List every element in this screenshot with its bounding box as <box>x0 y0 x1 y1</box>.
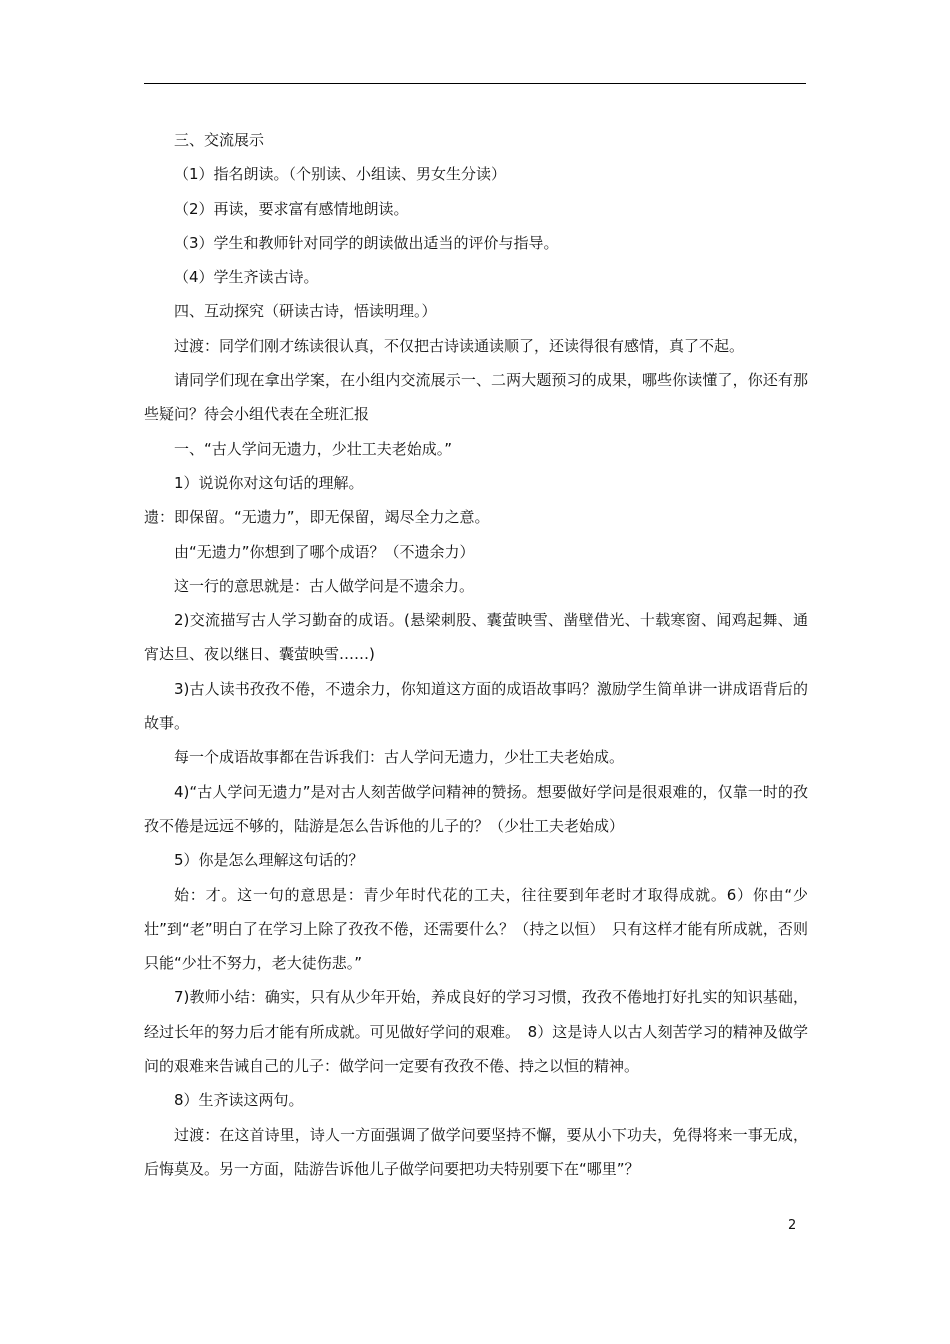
paragraph: 一、“古人学问无遗力，少壮工夫老始成。” <box>174 439 453 458</box>
paragraph: 2)交流描写古人学习勤奋的成语。(悬梁刺股、囊萤映雪、凿壁借光、十载寒窗、闻鸡起舞、通宵达旦、夜以继日、囊萤映雪……) <box>144 611 808 664</box>
paragraph: 过渡：在这首诗里，诗人一方面强调了做学问要坚持不懈，要从小下功夫，免得将来一事无成，后悔莫及。另一方面，陆游告诉他儿子做学问要把功夫特别要下在“哪里”？ <box>144 1125 808 1178</box>
paragraph: 每一个成语故事都在告诉我们：古人学问无遗力，少壮工夫老始成。 <box>174 748 625 767</box>
paragraph: 过渡：同学们刚才练读很认真，不仅把古诗读通读顺了，还读得很有感情，真了不起。 <box>174 336 745 355</box>
paragraph: 三、交流展示 <box>174 131 265 149</box>
paragraph: （3）学生和教师针对同学的朗读做出适当的评价与指导。 <box>174 233 559 252</box>
paragraph: 这一行的意思就是：古人做学问是不遗余力。 <box>174 576 475 595</box>
paragraph: 1）说说你对这句话的理解。 <box>174 473 364 492</box>
paragraph: 7)教师小结：确实，只有从少年开始，养成良好的学习习惯，孜孜不倦地打好扎实的知识基础，经过长年的努力后才能有所成就。可见做好学问的艰难。 8）这是诗人以古人刻苦学习的精神及做学问的艰难来告诫自己的儿子：做学问一定要有孜孜不倦、持之以恒的精神。 <box>144 988 808 1076</box>
paragraph: （2）再读，要求富有感情地朗读。 <box>174 199 409 218</box>
document-body <box>144 123 808 1186</box>
page-number: 2 <box>788 1218 797 1233</box>
paragraph: 5）你是怎么理解这句话的？ <box>174 851 364 870</box>
paragraph: 8）生齐读这两句。 <box>174 1091 304 1110</box>
paragraph: 由“无遗力”你想到了哪个成语？（不遗余力） <box>174 542 475 561</box>
paragraph: 遗：即保留。“无遗力”，即无保留，竭尽全力之意。 <box>144 508 490 527</box>
paragraph: 请同学们现在拿出学案，在小组内交流展示一、二两大题预习的成果，哪些你读懂了，你还有那些疑问？待会小组代表在全班汇报 <box>144 371 808 424</box>
header-rule <box>144 83 806 84</box>
paragraph: 四、互动探究（研读古诗，悟读明理。） <box>174 302 437 321</box>
paragraph: 4)“古人学问无遗力”是对古人刻苦做学问精神的赞扬。想要做好学问是很艰难的，仅靠一时的孜孜不倦是远远不够的，陆游是怎么告诉他的儿子的？（少壮工夫老始成） <box>144 782 808 835</box>
paragraph: 3)古人读书孜孜不倦，不遗余力，你知道这方面的成语故事吗？激励学生简单讲一讲成语背后的故事。 <box>144 679 808 733</box>
paragraph: 始：才。这一句的意思是：青少年时代花的工夫，往往要到年老时才取得成就。6）你由“少壮”到“老”明白了在学习上除了孜孜不倦，还需要什么？（持之以恒） 只有这样才能有所成就，否则只能“少壮不努力，老大徒伤悲。” <box>144 885 808 973</box>
paragraph: （4）学生齐读古诗。 <box>174 268 319 287</box>
paragraph: （1）指名朗读。（个别读、小组读、男女生分读） <box>174 165 507 184</box>
